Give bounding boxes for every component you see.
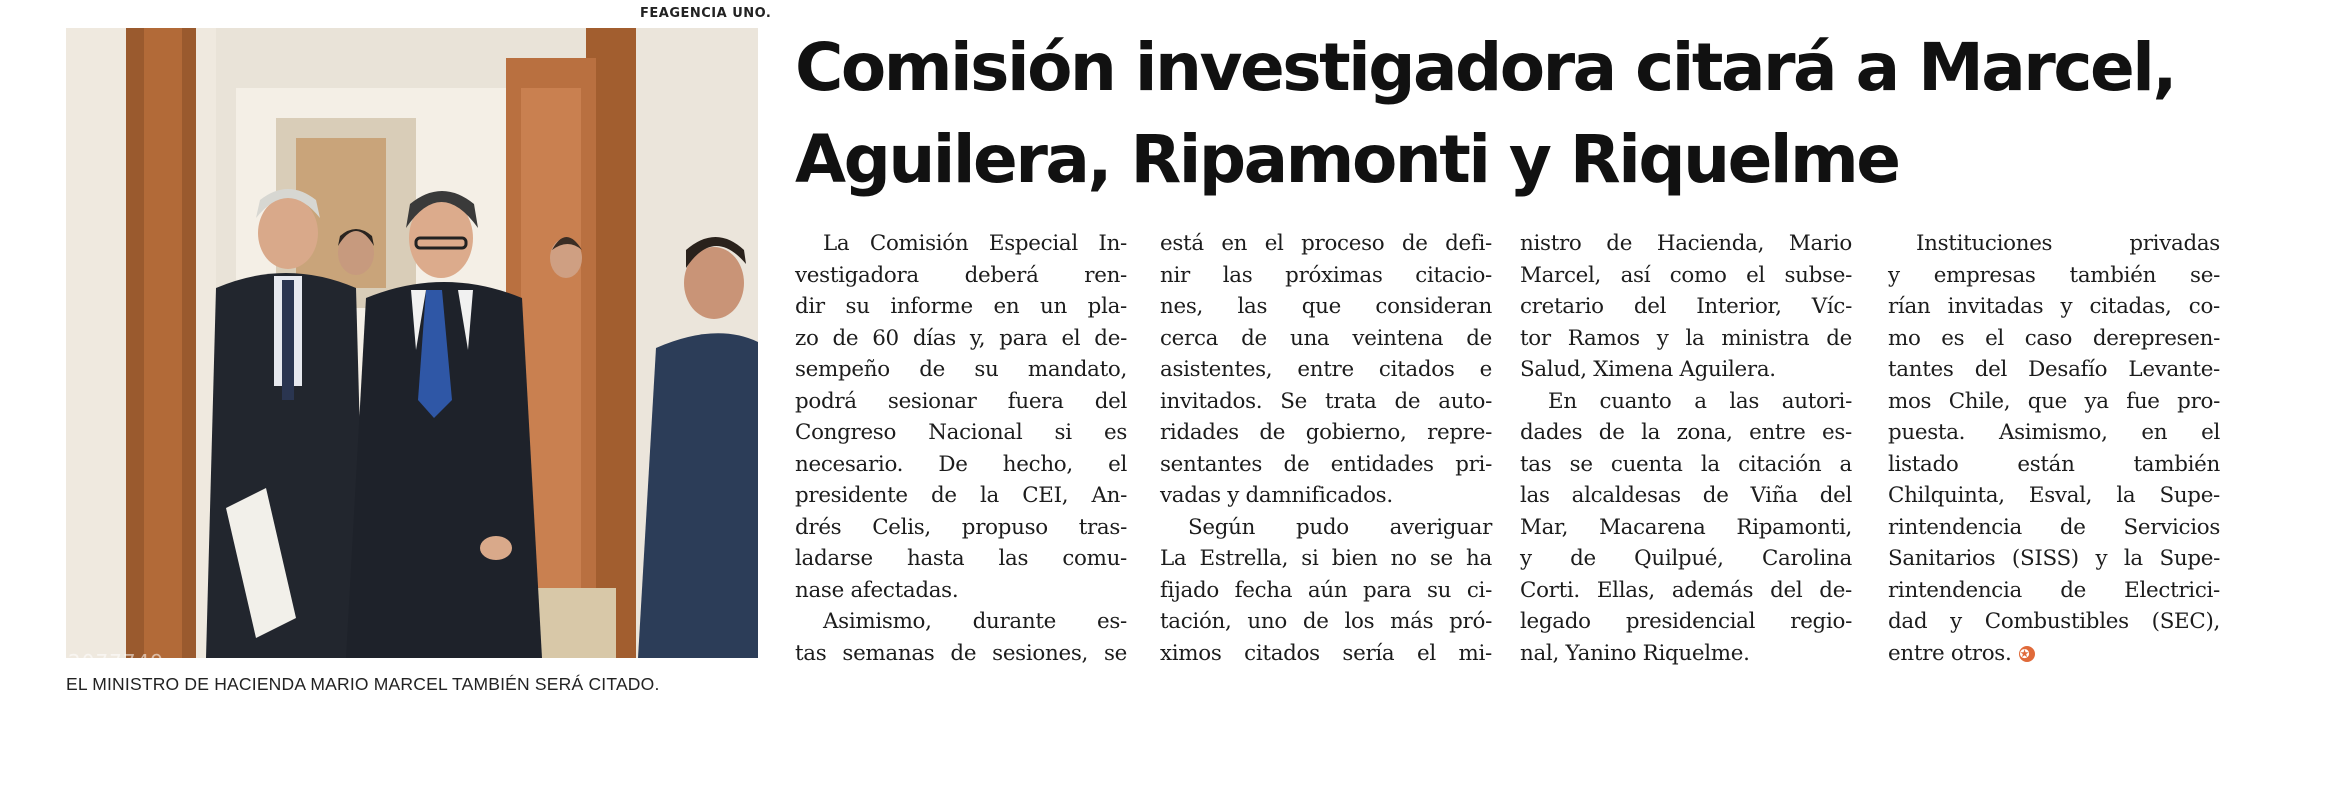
article-column-1 [795,228,1127,669]
photo-caption: EL MINISTRO DE HACIENDA MARIO MARCEL TAMBIÉN SERÁ CITADO. [66,674,660,694]
text-line: nir las próximas citacio- [1160,262,1492,288]
text-line: vadas y damnificados. [1160,483,1393,508]
news-photo [66,28,758,658]
text-line: dades de la zona, entre es- [1520,420,1852,445]
text-line: nistro de Hacienda, Mario [1520,231,1852,256]
article-end-icon: ✪ [2019,646,2035,662]
text-line: mos Chile, que ya fue pro- [1888,388,2220,414]
text-line: necesario. De hecho, el [795,451,1127,477]
text-line: fijado fecha aún para su ci- [1160,577,1492,603]
article-column-4 [1888,228,2220,669]
text-line: Según pudo averiguar [1188,514,1492,540]
text-line: asistentes, entre citados e [1160,357,1492,382]
text-line: Instituciones privadas [1916,231,2220,256]
text-line: puesta. Asimismo, en el [1888,420,2220,445]
photo-id-watermark: 2077749 [68,650,165,674]
text-line: rintendencia de Servicios [1888,514,2220,540]
text-line: drés Celis, propuso tras- [795,514,1127,540]
text-line: dir su informe en un pla- [795,294,1127,319]
text-line: dad y Combustibles (SEC), [1888,609,2220,634]
text-line: cerca de una veintena de [1160,325,1492,351]
text-line: entre otros. [1888,640,2012,666]
text-line: nes, las que consideran [1160,294,1492,319]
text-line: nal, Yanino Riquelme. [1520,640,1750,666]
text-line: vestigadora deberá ren- [795,262,1127,288]
text-line: sempeño de su mandato, [795,357,1127,382]
text-line: Asimismo, durante es- [823,609,1127,634]
text-line: Corti. Ellas, además del de- [1520,577,1852,603]
text-line: Salud, Ximena Aguilera. [1520,357,1776,382]
text-line: zo de 60 días y, para el de- [795,325,1127,351]
text-line: podrá sesionar fuera del [795,388,1127,414]
text-line: La Estrella, si bien no se ha [1160,546,1492,571]
headline [795,22,2255,206]
text-line: Chilquinta, Esval, la Supe- [1888,483,2220,508]
text-line: La Comisión Especial In- [823,231,1127,256]
text-line-final [1888,638,2220,670]
text-line: ridades de gobierno, repre- [1160,420,1492,445]
photo-credit: FEAGENCIA UNO. [640,6,772,21]
text-line: tor Ramos y la ministra de [1520,325,1852,351]
text-line: rían invitadas y citadas, co- [1888,294,2220,319]
text-line: En cuanto a las autori- [1548,388,1852,414]
text-line: tas semanas de sesiones, se [795,640,1127,666]
text-line: ladarse hasta las comu- [795,546,1127,571]
text-line: está en el proceso de defi- [1160,231,1492,256]
headline-line-2: Aguilera, Ripamonti y Riquelme [795,121,1899,198]
text-line: invitados. Se trata de auto- [1160,388,1492,414]
text-line: las alcaldesas de Viña del [1520,483,1852,508]
text-line: mo es el caso derepresen- [1888,325,2220,351]
text-line: sentantes de entidades pri- [1160,451,1492,477]
text-line: y empresas también se- [1888,262,2220,288]
text-line: tación, uno de los más pró- [1160,609,1492,634]
text-line: listado están también [1888,451,2220,477]
text-line: tas se cuenta la citación a [1520,451,1852,477]
text-line: y de Quilpué, Carolina [1520,546,1852,571]
text-line: Congreso Nacional si es [795,420,1127,445]
text-line: Sanitarios (SISS) y la Supe- [1888,546,2220,571]
text-line: nase afectadas. [795,577,959,603]
article-column-3 [1520,228,1852,669]
text-line: ximos citados sería el mi- [1160,640,1492,666]
text-line: tantes del Desafío Levante- [1888,357,2220,382]
text-line: Marcel, así como el subse- [1520,262,1852,288]
article-column-2 [1160,228,1492,669]
text-line: Mar, Macarena Ripamonti, [1520,514,1852,540]
text-line: cretario del Interior, Víc- [1520,294,1852,319]
text-line: legado presidencial regio- [1520,609,1852,634]
headline-line-1: Comisión investigadora citará a Marcel, [795,29,2175,106]
text-line: presidente de la CEI, An- [795,483,1127,508]
text-line: rintendencia de Electrici- [1888,577,2220,603]
